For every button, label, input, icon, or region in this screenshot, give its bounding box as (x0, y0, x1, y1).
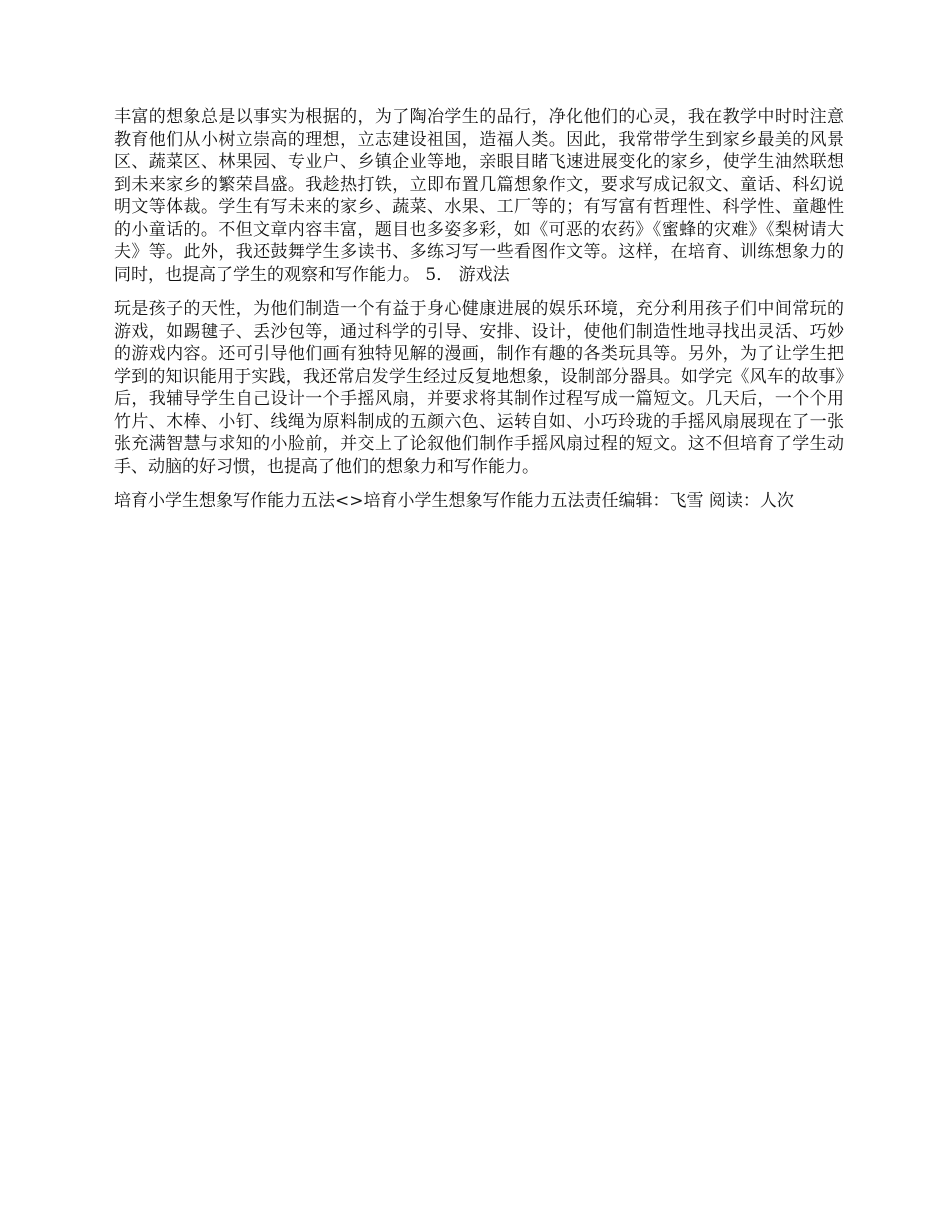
document-body (114, 106, 844, 525)
paragraph-game-method: 玩是孩子的天性，为他们制造一个有益于身心健康进展的娱乐环境，充分利用孩子们中间常玩的游戏，如踢毽子、丢沙包等，通过科学的引导、安排、设计，使他们制造性地寻找出灵活、巧妙的游戏内容。还可引导他们画有独特见解的漫画，制作有趣的各类玩具等。另外，为了让学生把学到的知识能用于实践，我还常启发学生经过反复地想象，设制部分器具。如学完《风车的故事》后，我辅导学生自己设计一个手摇风扇，并要求将其制作过程写成一篇短文。几天后，一个个用竹片、木棒、小钉、线绳为原料制成的五颜六色、运转自如、小巧玲珑的手摇风扇展现在了一张张充满智慧与求知的小脸前，并交上了论叙他们制作手摇风扇过程的短文。这不但培育了学生动手、动脑的好习惯，也提高了他们的想象力和写作能力。 (114, 299, 844, 477)
paragraph-footer-meta: 培育小学生想象写作能力五法<>培育小学生想象写作能力五法责任编辑：飞雪 阅读：人次 (114, 491, 794, 511)
paragraph-imagination-reality: 丰富的想象总是以事实为根据的，为了陶冶学生的品行，净化他们的心灵，我在教学中时时注意教育他们从小树立崇高的理想，立志建设祖国，造福人类。因此，我常带学生到家乡最美的风景区、蔬菜区、林果园、专业户、乡镇企业等地，亲眼目睹飞速进展变化的家乡，使学生油然联想到未来家乡的繁荣昌盛。我趁热打铁，立即布置几篇想象作文，要求写成记叙文、童话、科幻说明文等体裁。学生有写未来的家乡、蔬菜、水果、工厂等的；有写富有哲理性、科学性、童趣性的小童话的。不但文章内容丰富，题目也多姿多彩，如《可恶的农药》《蜜蜂的灾难》《梨树请大夫》等。此外，我还鼓舞学生多读书、多练习写一些看图作文等。这样，在培育、训练想象力的同时，也提高了学生的观察和写作能力。 5． 游戏法 (114, 107, 844, 285)
